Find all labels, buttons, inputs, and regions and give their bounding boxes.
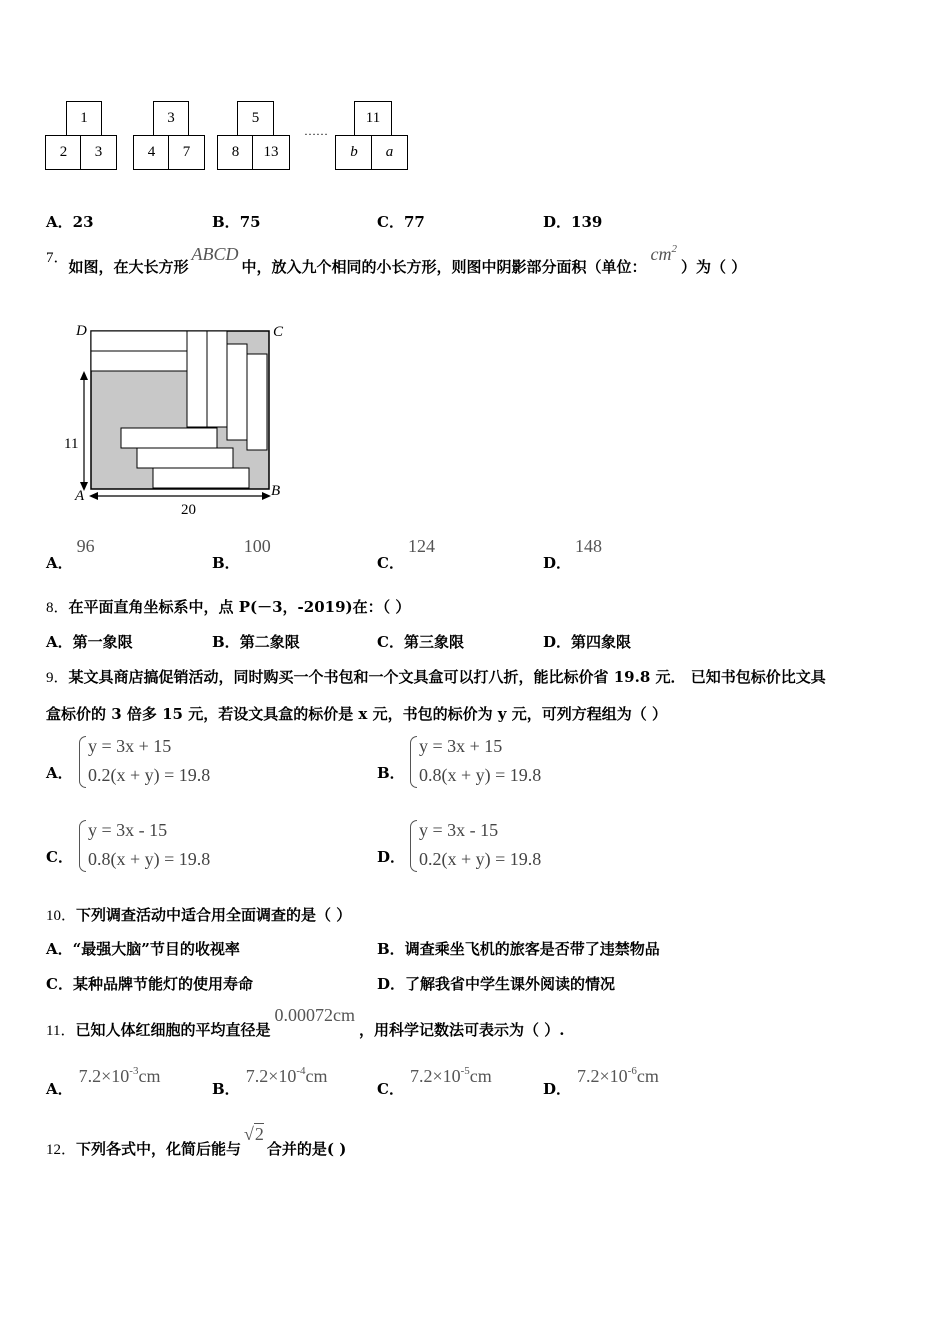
q6-option-d[interactable]: D．139 xyxy=(543,213,603,231)
label-d: D xyxy=(76,323,87,339)
small-rect-7 xyxy=(121,428,217,448)
q8-stem: 8．在平面直角坐标系中，点 P(－3，-2019)在：（ ） xyxy=(46,598,411,616)
pyramid-2-left: 4 xyxy=(133,135,170,170)
q7-option-a[interactable]: A．96 xyxy=(46,536,95,572)
q11-stem: 11．已知人体红细胞的平均直径是0.00072cm，用科学记数法可表示为（ ）. xyxy=(46,1005,565,1039)
q7-option-c[interactable]: C．124 xyxy=(377,536,435,572)
pyramid-3-right: 13 xyxy=(252,135,290,170)
pyramid-2-right: 7 xyxy=(168,135,205,170)
q11-option-a[interactable]: A．$7.2\times 10^{-3}cm$ xyxy=(46,1065,161,1098)
q9-stem-line1: 9．某文具商店搞促销活动，同时购买一个书包和一个文具盒可以打八折，能比标价省 19.8 元． 已知书包标价比文具 xyxy=(46,668,826,686)
q9-option-b-eq2: 0.8(x + y) = 19.8 xyxy=(419,765,542,785)
label-b: B xyxy=(271,483,281,499)
pyramid-1-top: 1 xyxy=(66,101,102,136)
q8-option-c[interactable]: C．第三象限 xyxy=(377,633,464,651)
q9-option-b-eq1: y = 3x + 15 xyxy=(419,736,503,756)
q7-stem: 7．如图，在大长方形ABCD中，放入九个相同的小长方形，则图中阴影部分面积（单位：$cm^2$）为（ ） xyxy=(46,243,747,276)
pyramid-4-left: b xyxy=(335,135,373,170)
q9-option-c-eq2: 0.8(x + y) = 19.8 xyxy=(88,849,211,869)
small-rect-5 xyxy=(227,344,247,440)
pyramid-2-top: 3 xyxy=(153,101,189,136)
q11-option-c[interactable]: C．$7.2\times 10^{-5}cm$ xyxy=(377,1065,492,1098)
q9-option-a-brace xyxy=(79,736,86,788)
q8-option-d[interactable]: D．第四象限 xyxy=(543,633,632,651)
q9-option-d-label[interactable]: D． xyxy=(377,848,406,866)
q11-option-b[interactable]: B．$7.2\times 10^{-4}cm$ xyxy=(212,1065,328,1098)
small-rect-8 xyxy=(137,448,233,468)
q9-option-d-eq2: 0.2(x + y) = 19.8 xyxy=(419,849,542,869)
q7-option-d[interactable]: D．148 xyxy=(543,536,603,572)
q9-stem-line2: 盒标价的 3 倍多 15 元，若设文具盒的标价是 x 元，书包的标价为 y 元，可列方程组为（ ） xyxy=(46,705,667,723)
q10-option-a[interactable]: A．“最强大脑”节目的收视率 xyxy=(46,940,240,958)
q12-stem: 12．下列各式中，化简后能与√2合并的是( ) xyxy=(46,1124,347,1158)
q10-stem: 10．下列调查活动中适合用全面调查的是（ ） xyxy=(46,906,352,924)
pyramid-1-left: 2 xyxy=(45,135,82,170)
q7-option-b[interactable]: B．100 xyxy=(212,536,271,572)
q9-option-c-eq1: y = 3x - 15 xyxy=(88,820,168,840)
pyramid-1-right: 3 xyxy=(80,135,117,170)
q8-option-b[interactable]: B．第二象限 xyxy=(212,633,300,651)
q6-option-b[interactable]: B．75 xyxy=(212,213,261,231)
q11-option-d[interactable]: D．$7.2\times 10^{-6}cm$ xyxy=(543,1065,659,1098)
small-rect-4 xyxy=(207,331,227,427)
pyramid-4-top: 11 xyxy=(354,101,392,136)
small-rect-2 xyxy=(91,351,187,371)
q9-option-b-label[interactable]: B． xyxy=(377,764,405,782)
label-c: C xyxy=(273,324,284,340)
q8-option-a[interactable]: A．第一象限 xyxy=(46,633,133,651)
pyramid-3-left: 8 xyxy=(217,135,254,170)
small-rect-1 xyxy=(91,331,187,351)
q9-option-d-brace xyxy=(410,820,417,872)
q9-option-a-label[interactable]: A． xyxy=(46,764,73,782)
q7-rectangle-figure xyxy=(60,318,300,523)
q9-option-c-label[interactable]: C． xyxy=(46,848,73,866)
q9-option-c-brace xyxy=(79,820,86,872)
q9-option-a-eq2: 0.2(x + y) = 19.8 xyxy=(88,765,211,785)
small-rect-9 xyxy=(153,468,249,488)
q9-option-b-brace xyxy=(410,736,417,788)
q10-option-d[interactable]: D．了解我省中学生课外阅读的情况 xyxy=(377,975,616,993)
q10-option-c[interactable]: C．某种品牌节能灯的使用寿命 xyxy=(46,975,253,993)
q6-option-a[interactable]: A．23 xyxy=(46,213,94,231)
q9-option-d-eq1: y = 3x - 15 xyxy=(419,820,499,840)
width-label: 20 xyxy=(181,502,196,518)
label-a: A xyxy=(75,488,85,504)
small-rect-6 xyxy=(247,354,267,450)
small-rect-3 xyxy=(187,331,207,427)
pyramid-ellipsis: …… xyxy=(304,124,328,138)
height-label: 11 xyxy=(64,436,79,452)
q10-option-b[interactable]: B．调查乘坐飞机的旅客是否带了违禁物品 xyxy=(377,940,660,958)
sqrt-2: √2 xyxy=(244,1124,264,1144)
pyramid-4-right: a xyxy=(371,135,408,170)
pyramid-3-top: 5 xyxy=(237,101,274,136)
q9-option-a-eq1: y = 3x + 15 xyxy=(88,736,172,756)
q6-option-c[interactable]: C．77 xyxy=(377,213,425,231)
